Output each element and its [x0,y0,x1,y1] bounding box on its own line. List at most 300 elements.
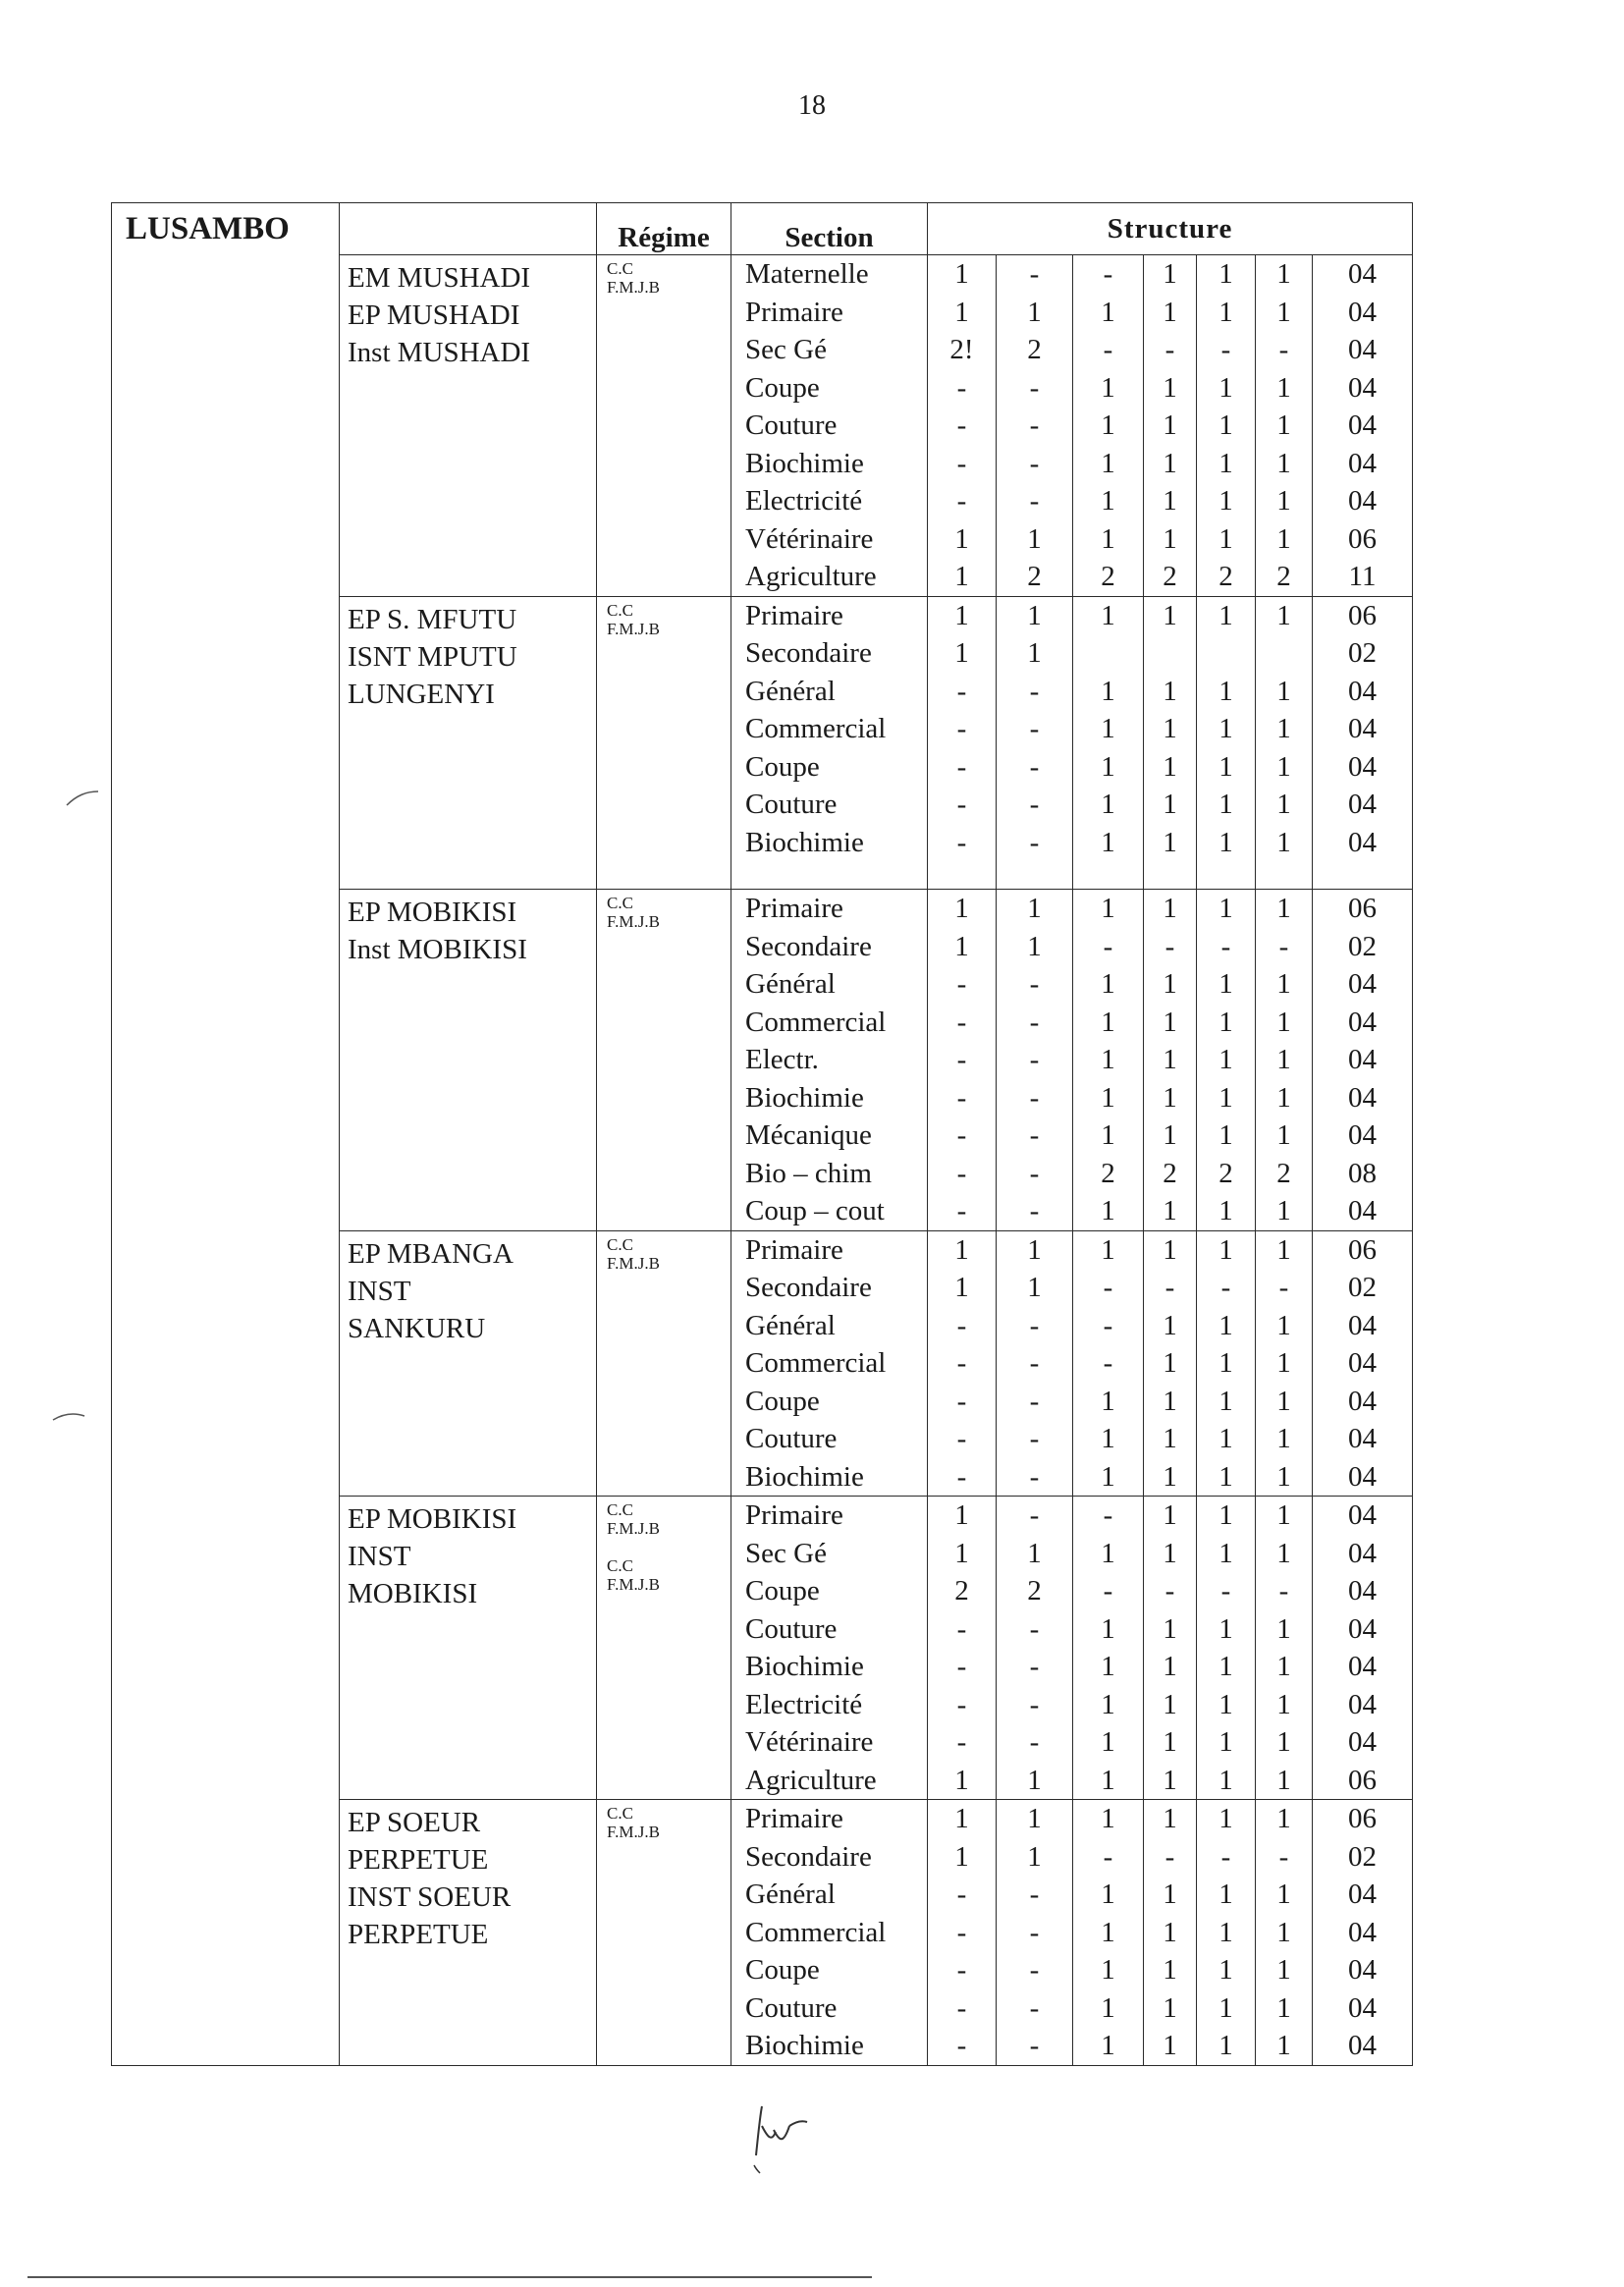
structure-value: - [1029,1879,1040,1910]
structure-value: - [956,1651,967,1682]
structure-value: - [1278,1272,1289,1303]
total-value: 02 [1348,637,1378,669]
structure-value: - [1278,334,1289,365]
school-names [340,596,597,890]
section-name: Secondaire [745,930,872,962]
structure-value: - [1164,1575,1175,1606]
total-value: 04 [1348,1612,1378,1645]
structure-value: 1 [1218,826,1233,858]
structure-value: 1 [1276,1726,1291,1758]
total-value: 04 [1348,1006,1378,1038]
structure-value: 1 [1101,713,1115,744]
section-name: Sec Gé [745,334,827,365]
structure-value: 1 [1163,1347,1177,1379]
school-name: EM MUSHADI [348,262,531,294]
structure-value: - [1029,1157,1040,1189]
structure-value: 1 [1218,2030,1233,2061]
structure-value: - [1103,334,1113,365]
structure-column [928,255,997,597]
structure-column [928,1497,997,1800]
regime-label: F.M.J.B [607,1823,660,1841]
section-name: Coup – cout [745,1195,885,1226]
structure-value: 1 [1027,1537,1042,1569]
structure-column [928,890,997,1231]
regime-label: F.M.J.B [607,1253,660,1273]
total-value: 02 [1348,930,1378,962]
structure-column [1256,1800,1313,2066]
section-name: Couture [745,1991,838,2024]
structure-value: 1 [1163,713,1177,744]
structure-value: 1 [1163,1195,1177,1226]
structure-value: 1 [1163,1309,1177,1341]
structure-value: 1 [1101,485,1115,517]
margin-mark [49,1404,88,1428]
structure-value: 1 [1163,1688,1177,1720]
structure-value: - [1164,334,1175,365]
structure-value: 1 [1163,1991,1177,2024]
structure-value: 1 [1101,750,1115,783]
structure-value: 1 [1218,1916,1233,1948]
structure-value: - [1029,1347,1040,1379]
school-name: PERPETUE [348,1919,489,1950]
structure-value: 1 [1276,1764,1291,1796]
structure-value: - [956,713,967,744]
structure-value: 1 [1027,1233,1042,1266]
structure-column [1144,1497,1197,1800]
structure-value: 1 [1218,1537,1233,1569]
structure-value: 1 [1218,371,1233,404]
structure-column [928,1800,997,2066]
section-name: Coupe [745,750,820,783]
structure-column [1197,255,1256,597]
structure-value: 1 [1218,713,1233,744]
section-name: Couture [745,409,838,441]
structure-value: 1 [954,1272,969,1303]
total-value: 04 [1348,371,1378,404]
structure-value: 1 [1163,1954,1177,1986]
structure-value: 1 [954,1803,969,1834]
structure-value: 1 [1101,1081,1115,1114]
structure-value: 1 [954,258,969,290]
structure-value: 1 [1163,1385,1177,1417]
total-value: 04 [1348,334,1378,365]
structure-value [1144,634,1196,673]
structure-value: - [956,1195,967,1226]
structure-value: 1 [1101,599,1115,631]
regime-label: C.C [607,600,633,620]
school-name: EP MBANGA [348,1237,514,1270]
regime-label: C.C [607,1556,633,1575]
structure-value: 1 [1218,1991,1233,2024]
structure-value: - [956,1119,967,1151]
structure-value: - [956,968,967,1000]
structure-value: 1 [1276,713,1291,744]
total-value: 04 [1348,675,1378,707]
table-body [112,203,1413,2066]
structure-value: - [1029,750,1040,783]
structure-value: 1 [1218,968,1233,1000]
structure-column [1197,596,1256,890]
total-value: 04 [1348,1460,1378,1493]
structure-value: 1 [954,599,969,631]
structure-value: 1 [1101,1195,1115,1226]
section-name: Coupe [745,371,820,404]
structure-value: - [1029,713,1040,744]
structure-value: 1 [1276,1460,1291,1493]
total-value: 04 [1348,1309,1378,1341]
structure-value [1073,634,1143,673]
section-name: Général [745,968,836,1000]
structure-value: 1 [1218,1764,1233,1796]
structure-value: 1 [1163,1119,1177,1151]
section-name: Coupe [745,1385,820,1417]
structure-value: 1 [1027,296,1042,328]
structure-value: 2 [1276,561,1291,592]
structure-value: - [1029,1612,1040,1645]
structure-value: 1 [1276,1879,1291,1910]
total-column [1313,255,1413,597]
total-value: 04 [1348,1916,1378,1948]
page-number: 18 [798,90,826,121]
structure-value: 1 [1218,485,1233,517]
school-name: EP SOEUR [348,1807,481,1838]
section-name: Biochimie [745,1460,864,1493]
structure-value: 1 [1101,522,1115,555]
total-value: 04 [1348,1651,1378,1682]
structure-value: 1 [954,1233,969,1266]
total-value: 04 [1348,1195,1378,1226]
structure-value: - [1029,968,1040,1000]
structure-value: - [1220,1272,1231,1303]
section-list [731,1230,928,1497]
structure-value: 1 [1101,1423,1115,1454]
regime-label: C.C [607,1234,633,1254]
structure-column [1256,1230,1313,1497]
structure-value: 1 [1163,1081,1177,1114]
structure-value: - [956,1044,967,1075]
structure-value: - [956,371,967,404]
structure-value: 1 [1218,1081,1233,1114]
structure-column [928,1230,997,1497]
regime-label: C.C [607,259,633,278]
structure-value: 1 [1163,1879,1177,1910]
total-value: 04 [1348,1499,1378,1531]
structure-value: 1 [954,1499,969,1531]
section-name: Biochimie [745,447,864,479]
structure-value: 1 [1163,1916,1177,1948]
structure-value: 1 [1276,1916,1291,1948]
section-name: Commercial [745,1347,887,1379]
regime-cell [597,255,731,597]
structure-value: 1 [1163,1499,1177,1531]
structure-value: 1 [1163,296,1177,328]
structure-value: 1 [1027,599,1042,631]
school-name: LUNGENYI [348,678,495,710]
total-value: 04 [1348,1991,1378,2024]
total-column [1313,890,1413,1231]
structure-value: 1 [1027,1803,1042,1834]
structure-value: 1 [1276,1347,1291,1379]
total-value: 04 [1348,1081,1378,1114]
structure-value: 1 [1101,968,1115,1000]
structure-value: 2 [1027,334,1042,365]
section-name: Biochimie [745,1081,864,1114]
regime-cell [597,596,731,890]
structure-value: 1 [1163,968,1177,1000]
structure-value: 1 [1101,1916,1115,1948]
structure-value: - [956,826,967,858]
structure-value: - [956,2030,967,2061]
section-name: Mécanique [745,1119,872,1151]
structure-value: - [1164,1272,1175,1303]
structure-value: 1 [954,1840,969,1873]
structure-value: 1 [1101,1879,1115,1910]
structure-value: 1 [1218,296,1233,328]
structure-value: - [956,675,967,707]
section-name: Primaire [745,1233,843,1266]
section-name: Vétérinaire [745,522,874,555]
school-names [340,1497,597,1800]
regime-label: C.C [607,1500,633,1519]
structure-column [1197,890,1256,1231]
structure-value: 1 [1101,1764,1115,1796]
structure-value: 1 [1276,409,1291,441]
school-name: SANKURU [348,1312,486,1344]
structure-value: - [1029,447,1040,479]
total-value: 04 [1348,1423,1378,1454]
structure-value: 1 [1101,1803,1115,1834]
structure-value: 1 [1101,1991,1115,2024]
structure-value: 1 [1218,1954,1233,1986]
structure-value: 1 [1218,1195,1233,1226]
structure-value: - [1029,675,1040,707]
school-name: INST SOEUR [348,1881,512,1913]
structure-value: - [956,409,967,441]
structure-value: 1 [1218,1347,1233,1379]
structure-value: 2 [954,1575,969,1606]
total-value: 06 [1348,522,1378,555]
structure-value: 1 [1163,1612,1177,1645]
regime-label: F.M.J.B [607,278,660,297]
structure-value: 1 [1218,258,1233,290]
section-name: Général [745,675,836,707]
structure-value: - [1029,1460,1040,1493]
section-name: Couture [745,1612,838,1645]
structure-value: - [1103,930,1113,962]
structure-value: - [1103,1575,1113,1606]
section-name: Secondaire [745,1272,872,1303]
structure-value: - [1029,485,1040,517]
structure-value: 1 [1218,1688,1233,1720]
structure-value: 1 [1218,1423,1233,1454]
structure-value: - [1029,1651,1040,1682]
total-value: 04 [1348,1879,1378,1910]
section-name: Général [745,1879,836,1910]
structure-value: - [1029,371,1040,404]
total-value: 04 [1348,713,1378,744]
structure-column [997,1800,1073,2066]
structure-value: 1 [1163,2030,1177,2061]
section-name: Primaire [745,296,843,328]
structure-value: 1 [954,1764,969,1796]
structure-value: 1 [954,637,969,669]
structure-header: Structure [928,203,1413,255]
structure-value: 1 [1276,1233,1291,1266]
school-name: ISNT MPUTU [348,640,517,673]
structure-value: 1 [1101,675,1115,707]
structure-value: 1 [1027,1764,1042,1796]
structure-value: - [956,1309,967,1341]
structure-value: 1 [1163,1423,1177,1454]
structure-column [997,596,1073,890]
structure-value: 1 [1276,371,1291,404]
structure-value: 1 [1218,1006,1233,1038]
structure-value: 1 [954,296,969,328]
structure-value: - [956,1991,967,2024]
structure-value: 1 [1276,296,1291,328]
structure-value: - [956,485,967,517]
structure-value: 1 [1276,1954,1291,1986]
structure-value: 2 [1218,1157,1233,1189]
structure-value: - [1029,2030,1040,2061]
structure-column [1073,890,1144,1231]
structure-value: - [1029,1119,1040,1151]
structure-column [1073,1497,1144,1800]
total-value: 04 [1348,1726,1378,1758]
regime-cell [597,890,731,1231]
structure-value: 1 [1276,1006,1291,1038]
structure-value: 1 [1218,522,1233,555]
structure-value: 1 [1218,1499,1233,1531]
total-value: 04 [1348,1688,1378,1720]
structure-value: 1 [1218,893,1233,924]
structure-value: 1 [1276,2030,1291,2061]
school-name: INST [348,1541,411,1572]
regime-cell [597,1497,731,1800]
structure-value: - [1029,1688,1040,1720]
structure-value: - [1103,258,1113,290]
structure-value: 1 [1276,893,1291,924]
structure-value: 1 [1276,675,1291,707]
structure-value: 1 [1218,409,1233,441]
structure-column [1144,890,1197,1231]
structure-value: 1 [1218,1309,1233,1341]
section-name: Primaire [745,599,843,631]
district-name: LUSAMBO [112,203,340,2066]
regime-header: Régime [597,203,731,255]
structure-value: 1 [1276,485,1291,517]
structure-value: 2 [1027,1575,1042,1606]
structure-value: 1 [1276,1195,1291,1226]
structure-value: 1 [1218,675,1233,707]
structure-value [1256,634,1312,673]
structure-value: 1 [1163,826,1177,858]
regime-label: F.M.J.B [607,1519,660,1538]
structure-value: - [956,1385,967,1417]
structure-column [1256,255,1313,597]
structure-value: 1 [954,561,969,592]
structure-value [1197,634,1255,673]
total-value: 04 [1348,409,1378,441]
structure-column [928,596,997,890]
structure-value: 1 [1101,1385,1115,1417]
total-column [1313,1800,1413,2066]
total-value: 04 [1348,485,1378,517]
section-name: Commercial [745,1916,887,1948]
total-value: 04 [1348,789,1378,820]
structure-value: 2 [1163,561,1177,592]
structure-value: 1 [1276,1499,1291,1531]
structure-value: 1 [1101,1119,1115,1151]
total-value: 04 [1348,296,1378,328]
structure-value: 1 [1163,485,1177,517]
total-value: 04 [1348,447,1378,479]
structure-value: 1 [1276,522,1291,555]
structure-value: - [1029,826,1040,858]
structure-value: 2 [1163,1157,1177,1189]
section-list [731,1497,928,1800]
structure-value: - [1278,930,1289,962]
structure-value: 1 [1276,1423,1291,1454]
total-value: 06 [1348,1233,1378,1266]
structure-value: - [1278,1840,1289,1873]
structure-value: - [1029,409,1040,441]
structure-value: 1 [1276,826,1291,858]
structure-value: - [956,1688,967,1720]
structure-value: 1 [1163,675,1177,707]
structure-value: - [956,750,967,783]
structure-value: - [1029,1385,1040,1417]
section-list [731,255,928,597]
structure-value: - [956,1347,967,1379]
structure-value: - [1029,258,1040,290]
structure-value: 1 [1027,1840,1042,1873]
section-name: Electricité [745,1688,863,1720]
regime-label: F.M.J.B [607,912,660,931]
total-column [1313,596,1413,890]
section-list [731,890,928,1231]
structure-column [1256,596,1313,890]
structure-value: 2 [1027,561,1042,592]
structure-column [997,1230,1073,1497]
structure-value: - [956,1081,967,1114]
structure-value: 1 [1101,1006,1115,1038]
school-name: INST [348,1275,411,1307]
structure-value: - [1220,930,1231,962]
structure-value: - [1029,1309,1040,1341]
structure-value: 1 [1163,1006,1177,1038]
total-value: 06 [1348,1764,1378,1796]
total-column [1313,1230,1413,1497]
structure-value: 1 [1218,789,1233,820]
section-header: Section [731,203,928,255]
structure-column [997,1497,1073,1800]
structure-value: 1 [1163,371,1177,404]
regime-cell [597,1230,731,1497]
regime-label: F.M.J.B [607,619,660,638]
structure-value: - [1029,1423,1040,1454]
structure-value: 1 [1027,637,1042,669]
structure-value: - [1029,1726,1040,1758]
structure-value: 1 [1027,893,1042,924]
structure-value: 1 [1101,1460,1115,1493]
structure-value: 1 [1276,1991,1291,2024]
structure-value: - [956,1612,967,1645]
regime-label [607,1538,731,1556]
structure-value: 1 [1163,447,1177,479]
structure-value: 1 [1218,599,1233,631]
structure-value: - [1029,1044,1040,1075]
